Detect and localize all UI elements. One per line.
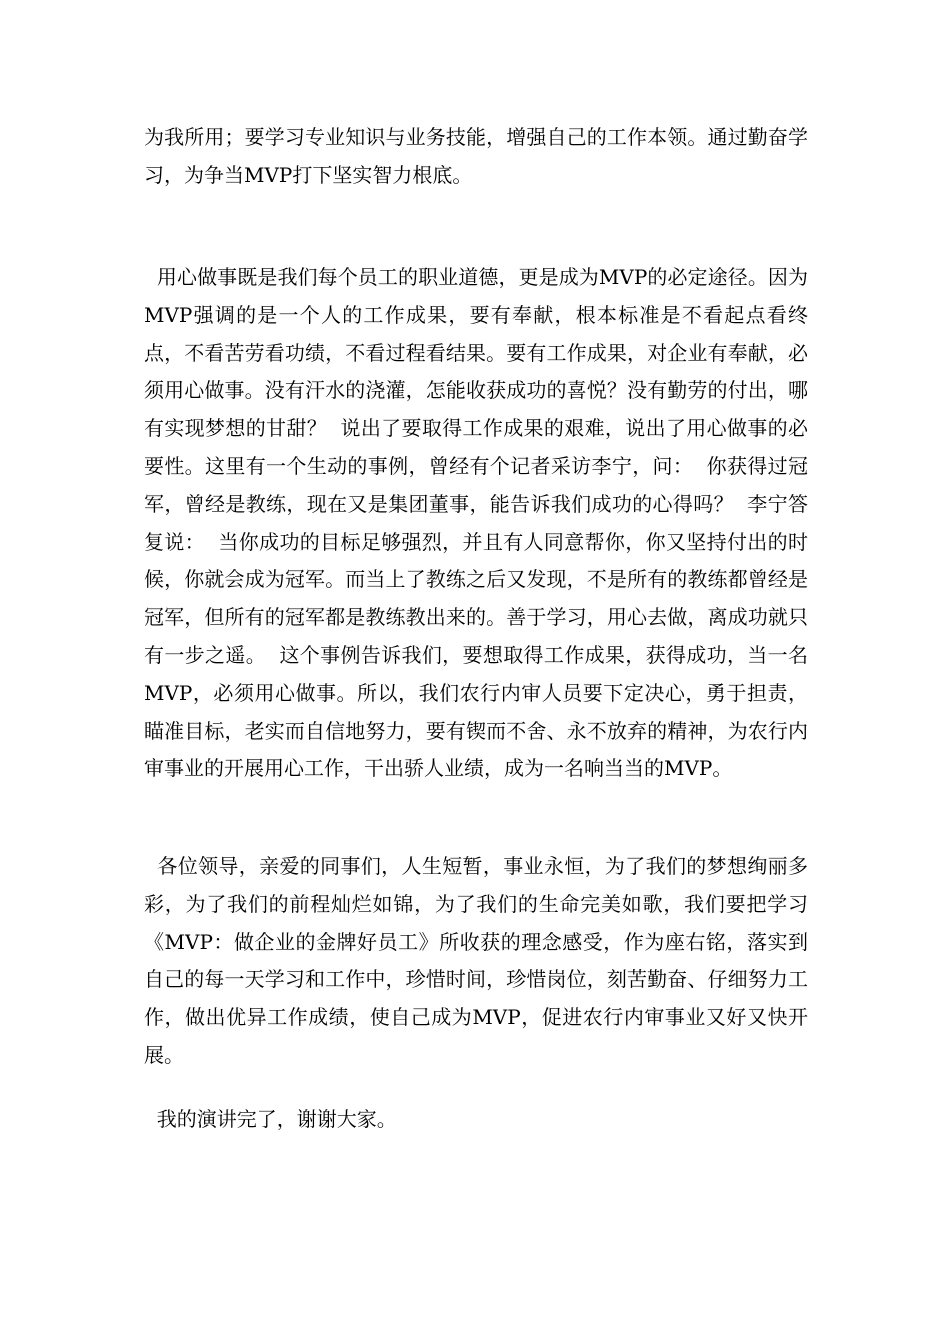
paragraph-closing: 我的演讲完了，谢谢大家。 [144, 1107, 397, 1131]
paragraph-study: 为我所用；要学习专业知识与业务技能，增强自己的工作本领。通过勤奋学习，为争当MVP打下坚实智力根底。 [144, 125, 808, 187]
paragraph-address-colleagues: 各位领导，亲爱的同事们，人生短暂，事业永恒，为了我们的梦想绚丽多彩，为了我们的前程灿烂如锦，为了我们的生命完美如歌，我们要把学习《MVP：做企业的金牌好员工》所收获的理念感受，作为座右铭，落实到自己的每一天学习和工作中，珍惜时间，珍惜岗位，刻苦勤奋、仔细努力工作，做出优异工作成绩，使自己成为MVP，促进农行内审事业又好又快开展。 [144, 854, 809, 1067]
paragraph-diligent-work: 用心做事既是我们每个员工的职业道德，更是成为MVP的必定途径。因为MVP强调的是一个人的工作成果，要有奉献，根本标准是不看起点看终点，不看苦劳看功绩，不看过程看结果。要有工作成果，对企业有奉献，必须用心做事。没有汗水的浇灌，怎能收获成功的喜悦？没有勤劳的付出，哪有实现梦想的甘甜？ 说出了要取得工作成果的艰难，说出了用心做事的必要性。这里有一个生动的事例，曾经有个记者采访李宁，问： 你获得过冠军，曾经是教练，现在又是集团董事，能告诉我们成功的心得吗？ 李宁答复说： 当你成功的目标足够强烈，并且有人同意帮你，你又坚持付出的时候，你就会成为冠军。而当上了教练之后又发现，不是所有的教练都曾经是冠军，但所有的冠军都是教练教出来的。善于学习，用心去做，离成功就只有一步之遥。 这个事例告诉我们，要想取得工作成果，获得成功，当一名MVP，必须用心做事。所以，我们农行内审人员要下定决心，勇于担责，瞄准目标，老实而自信地努力，要有锲而不舍、永不放弃的精神，为农行内审事业的开展用心工作，干出骄人业绩，成为一名响当当的MVP。 [144, 265, 808, 781]
